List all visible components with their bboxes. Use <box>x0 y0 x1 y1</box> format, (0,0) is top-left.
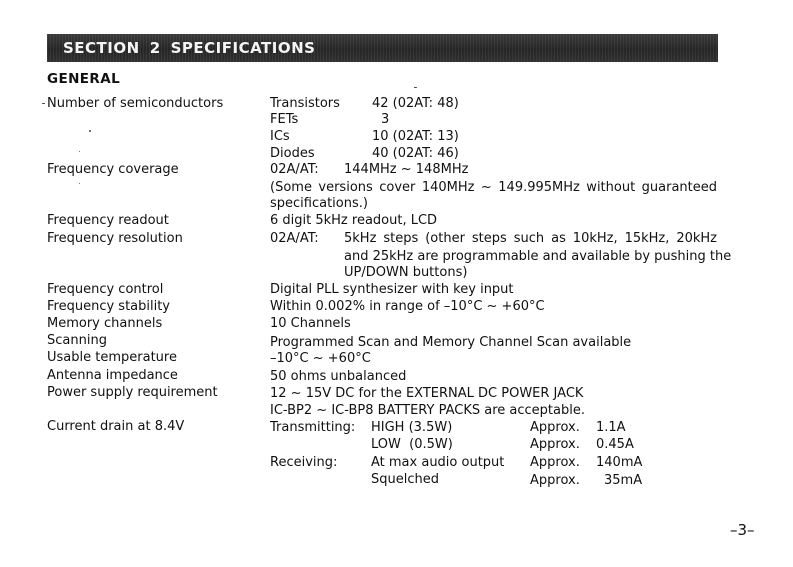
section-title: SPECIFICATIONS <box>170 39 316 57</box>
semiconductor-count: 40 (02AT: 46) <box>372 146 459 161</box>
resolution-line: UP/DOWN buttons) <box>344 265 468 280</box>
label-memory-channels: Memory channels <box>47 316 163 331</box>
label-frequency-stability: Frequency stability <box>47 299 171 314</box>
receiving-label: Receiving: <box>270 455 338 470</box>
scan-speck <box>89 130 91 132</box>
label-frequency-coverage: Frequency coverage <box>47 162 179 177</box>
current-approx: Approx. <box>530 420 580 435</box>
resolution-line: 5kHz steps (other steps such as 10kHz, 15kHz, 20kHz <box>344 231 717 246</box>
coverage-note-cont: specifications.) <box>270 196 368 211</box>
label-power-supply: Power supply requirement <box>47 385 218 400</box>
resolution-line: and 25kHz are programmable and available by pushing the <box>344 249 732 264</box>
label-antenna-impedance: Antenna impedance <box>47 368 178 383</box>
label-frequency-resolution: Frequency resolution <box>47 231 183 246</box>
coverage-note: (Some versions cover 140MHz ~ 149.995MHz without guaranteed <box>270 180 717 195</box>
label-scanning: Scanning <box>47 333 107 348</box>
memory-channels-value: 10 Channels <box>270 316 351 331</box>
semiconductor-name: ICs <box>270 129 290 144</box>
current-value: 35mA <box>604 473 643 488</box>
current-approx: Approx. <box>530 473 580 488</box>
current-value: 140mA <box>596 455 643 470</box>
section-word: SECTION <box>63 39 140 57</box>
section-number: 2 <box>149 39 161 57</box>
current-approx: Approx. <box>530 437 580 452</box>
current-condition: HIGH (3.5W) <box>371 420 453 435</box>
current-value: 0.45A <box>596 437 634 452</box>
coverage-range: 144MHz ~ 148MHz <box>344 162 469 177</box>
current-condition: LOW (0.5W) <box>371 437 453 452</box>
semiconductor-name: FETs <box>270 112 299 127</box>
current-condition: Squelched <box>371 472 439 487</box>
page-number: –3– <box>730 521 755 539</box>
antenna-impedance-value: 50 ohms unbalanced <box>270 369 407 384</box>
current-value: 1.1A <box>596 420 626 435</box>
scan-speck <box>79 183 80 184</box>
label-frequency-readout: Frequency readout <box>47 213 169 228</box>
power-supply-value: IC-BP2 ~ IC-BP8 BATTERY PACKS are acceptable. <box>270 403 585 418</box>
section-header-banner <box>47 34 718 62</box>
frequency-control-value: Digital PLL synthesizer with key input <box>270 282 514 297</box>
scan-speck <box>79 151 80 152</box>
semiconductor-name: Diodes <box>270 146 315 161</box>
power-supply-value: 12 ~ 15V DC for the EXTERNAL DC POWER JACK <box>270 386 584 401</box>
resolution-model: 02A/AT: <box>270 231 319 246</box>
semiconductor-count: 42 (02AT: 48) <box>372 96 459 111</box>
semiconductor-count: 3 <box>381 112 390 127</box>
current-approx: Approx. <box>530 455 580 470</box>
label-frequency-control: Frequency control <box>47 282 164 297</box>
current-condition: At max audio output <box>371 455 505 470</box>
scanning-value: Programmed Scan and Memory Channel Scan available <box>270 335 632 350</box>
semiconductor-count: 10 (02AT: 13) <box>372 129 459 144</box>
transmitting-label: Transmitting: <box>270 420 356 435</box>
label-usable-temperature: Usable temperature <box>47 350 177 365</box>
label-semiconductors: Number of semiconductors <box>47 96 224 111</box>
scan-speck <box>42 103 45 104</box>
usable-temperature-value: –10°C ~ +60°C <box>270 351 371 366</box>
semiconductor-name: Transistors <box>270 96 340 111</box>
scan-speck <box>414 87 417 88</box>
frequency-stability-value: Within 0.002% in range of –10°C ~ +60°C <box>270 299 545 314</box>
frequency-readout-value: 6 digit 5kHz readout, LCD <box>270 213 438 228</box>
coverage-model: 02A/AT: <box>270 162 319 177</box>
label-current-drain: Current drain at 8.4V <box>47 419 185 434</box>
general-heading: GENERAL <box>47 71 121 87</box>
